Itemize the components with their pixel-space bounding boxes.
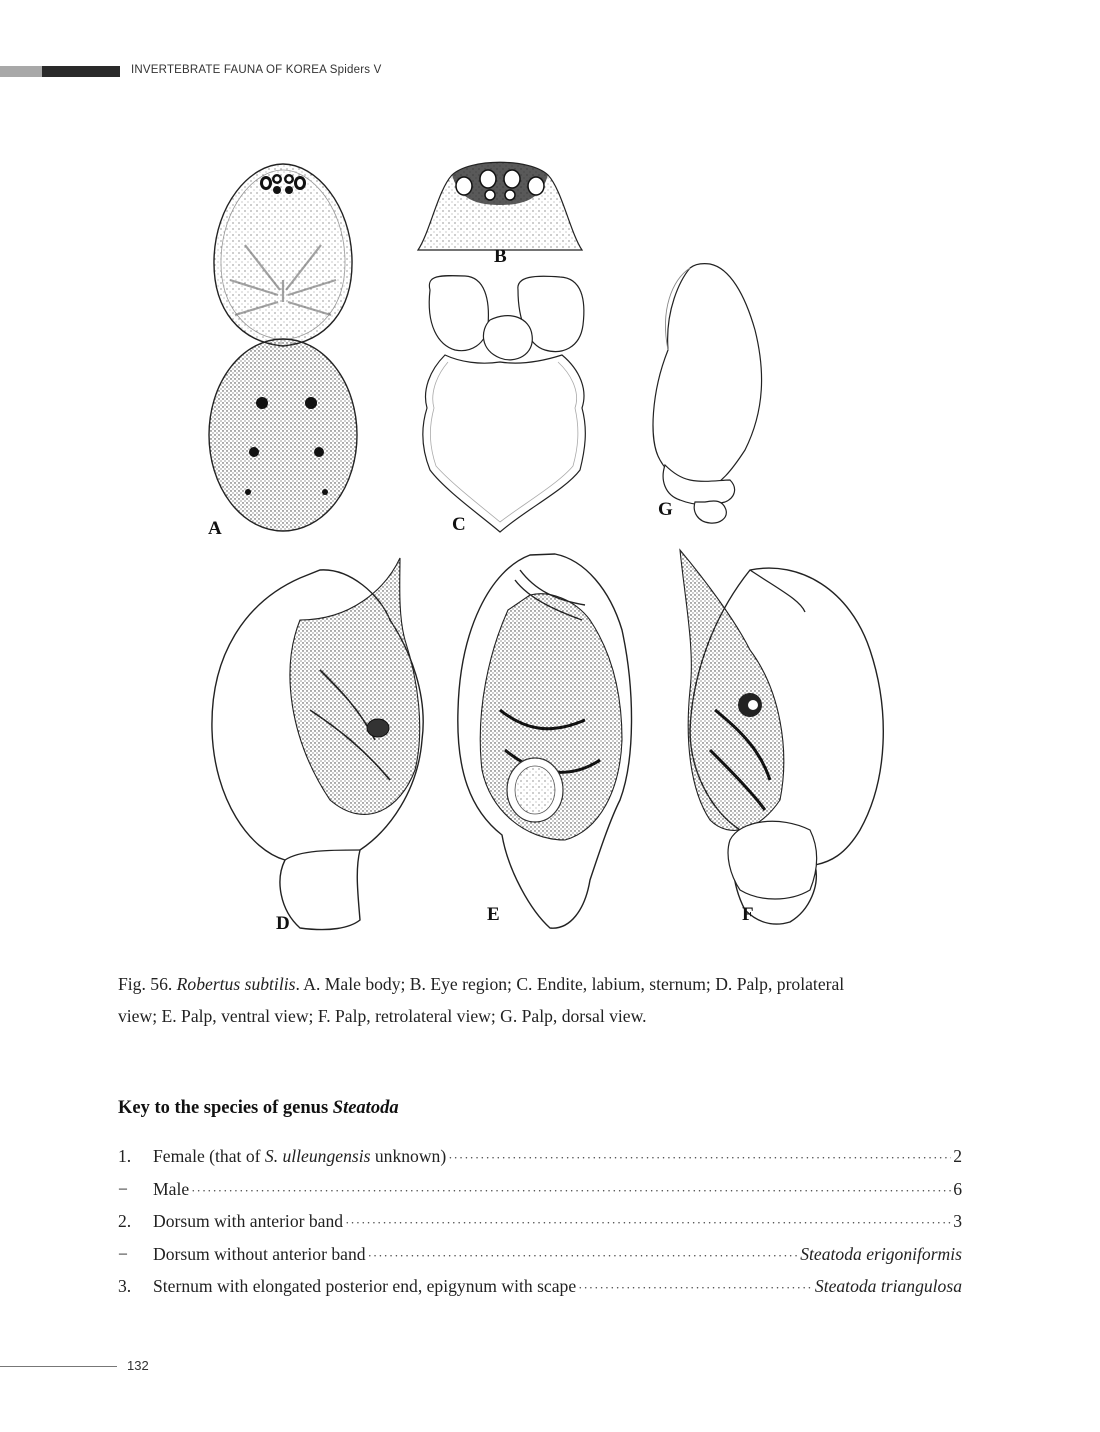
key-row-result: 2 — [953, 1146, 962, 1166]
panel-label-e: E — [487, 904, 500, 925]
key-row-number: − — [118, 1243, 128, 1264]
header-bar-light — [0, 66, 42, 77]
key-row-number: 3. — [118, 1276, 132, 1296]
key-row-text-part: Female (that of — [153, 1146, 265, 1166]
key-row-text-part: unknown) — [370, 1146, 447, 1166]
panel-label-d: D — [276, 913, 290, 934]
panel-label-a: A — [208, 518, 222, 539]
key-row-leader-dots — [448, 1150, 951, 1166]
key-row-number: − — [118, 1178, 128, 1199]
key-row-text — [153, 1146, 446, 1167]
key-row-result: 6 — [953, 1178, 962, 1199]
caption-line1-rest: . A. Male body; B. Eye region; C. Endite, labium, sternum; D. Palp, prolateral — [295, 974, 845, 994]
key-row — [118, 1211, 962, 1244]
key-row — [118, 1276, 962, 1309]
key-row-text: Dorsum with anterior band — [153, 1211, 344, 1231]
key-row-leader-dots — [345, 1215, 951, 1231]
key-row-text: Dorsum without anterior band — [153, 1243, 366, 1264]
key-row-leader-dots — [578, 1280, 813, 1296]
caption-line-2: view; E. Palp, ventral view; F. Palp, retrolateral view; G. Palp, dorsal view. — [118, 1006, 647, 1026]
drawing-palp-dorsal — [653, 264, 762, 523]
drawing-palp-prolateral — [212, 558, 423, 930]
footer-rule — [0, 1366, 117, 1367]
key-row-text: Male — [153, 1178, 190, 1199]
key-row-text-italic: S. ulleungensis — [264, 1146, 371, 1166]
key-title — [118, 1098, 399, 1119]
key-title-prefix: Key to the species of genus — [118, 1098, 333, 1118]
drawing-eye-region — [418, 162, 582, 250]
key-row-number: 1. — [118, 1146, 132, 1166]
drawing-palp-ventral — [458, 554, 632, 928]
header-bar-dark — [42, 66, 120, 77]
key-row-result: Steatoda erigoniformis — [800, 1243, 962, 1264]
caption-prefix: Fig. 56. — [118, 974, 177, 994]
key-row — [118, 1179, 962, 1212]
drawing-sternum — [423, 276, 586, 532]
key-row-result: 3 — [953, 1211, 962, 1231]
panel-label-g: G — [658, 499, 673, 520]
caption-species: Robertus subtilis — [176, 974, 296, 994]
key-row-leader-dots — [191, 1183, 951, 1199]
figure-56 — [190, 150, 910, 950]
key-row-number: 2. — [118, 1211, 132, 1231]
key-row-text: Sternum with elongated posterior end, epigynum with scape — [153, 1276, 577, 1296]
key-title-genus: Steatoda — [332, 1098, 399, 1118]
caption-line-1 — [118, 968, 962, 1000]
key-row — [118, 1244, 962, 1277]
panel-label-f: F — [742, 904, 754, 925]
key-row-result: Steatoda triangulosa — [814, 1276, 962, 1296]
species-key — [118, 1146, 962, 1309]
figure-caption — [118, 968, 962, 1032]
drawing-male-body — [209, 164, 357, 531]
key-row-leader-dots — [368, 1248, 799, 1264]
drawing-palp-retrolateral — [680, 550, 883, 924]
panel-label-c: C — [452, 514, 466, 535]
panel-label-b: B — [494, 246, 507, 267]
running-head: INVERTEBRATE FAUNA OF KOREA Spiders V — [131, 64, 382, 76]
figure-drawings — [190, 150, 910, 950]
page-number: 132 — [127, 1358, 149, 1373]
key-row — [118, 1146, 962, 1179]
